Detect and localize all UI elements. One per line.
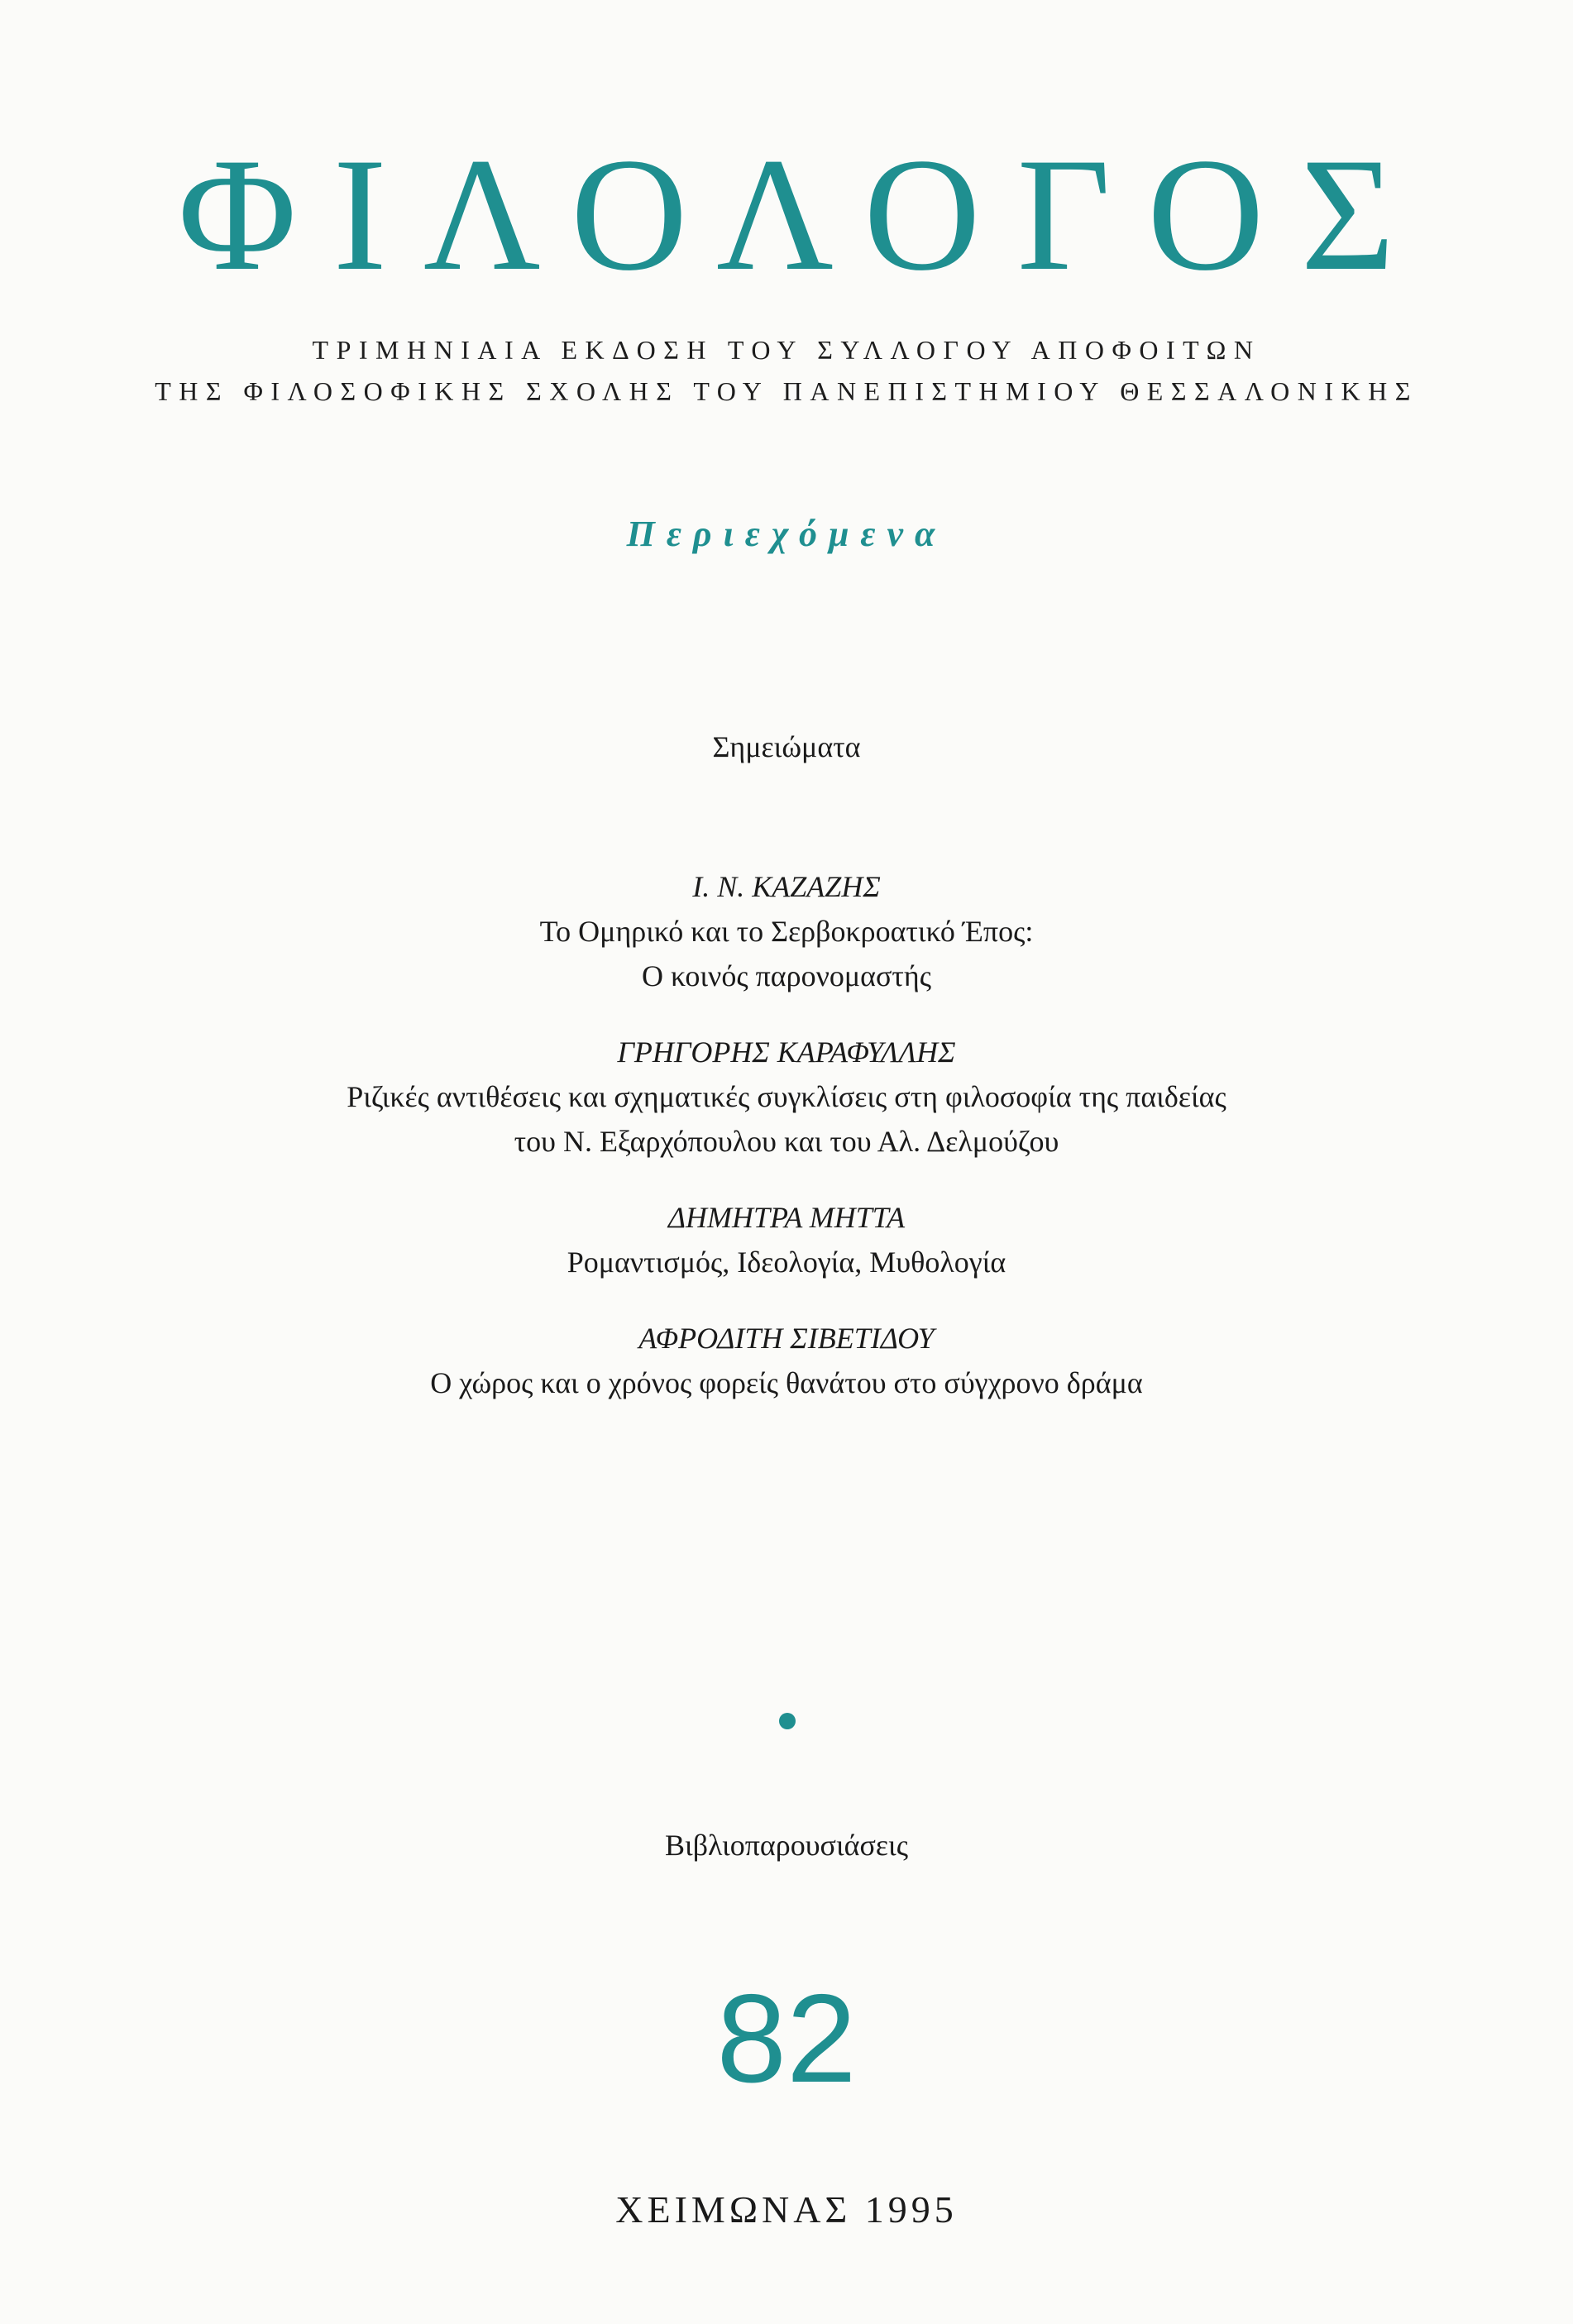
issue-season: ΧΕΙΜΩΝΑΣ 1995 [615,2188,958,2231]
publisher-line-2: ΤΗΣ ΦΙΛΟΣΟΦΙΚΗΣ ΣΧΟΛΗΣ ΤΟΥ ΠΑΝΕΠΙΣΤΗΜΙΟΥ ΘΕΣΣΑΛΟΝΙΚΗΣ [155,376,1418,406]
toc-title-line: του Ν. Εξαρχόπουλου και του Αλ. Δελμούζου [514,1125,1059,1158]
journal-title: ΦΙΛΟΛΟΓΟΣ [178,125,1432,304]
notes-section-label: Σημειώματα [712,730,861,763]
toc-title-line: Ο χώρος και ο χρόνος φορείς θανάτου στο σύγχρονο δράμα [430,1366,1143,1399]
toc-entry [0,864,1573,998]
toc-author: ΔΗΜΗΤΡΑ ΜΗΤΤΑ [667,1201,906,1234]
toc-title-line: Ριζικές αντιθέσεις και σχηματικές συγκλίσεις στη φιλοσοφία της παιδείας [347,1080,1226,1113]
toc-title-line: Ρομαντισμός, Ιδεολογία, Μυθολογία [567,1246,1006,1279]
bullet-dot-icon [779,1713,796,1729]
contents-heading: Περιεχόμενα [626,514,947,554]
toc-entry [0,1316,1573,1405]
toc-title-line: Το Ομηρικό και το Σερβοκροατικό Έπος: [539,915,1034,948]
toc-author: ΓΡΗΓΟΡΗΣ ΚΑΡΑΦΥΛΛΗΣ [617,1035,956,1069]
toc-entry [0,1030,1573,1164]
toc-author: ΑΦΡΟΔΙΤΗ ΣΙΒΕΤΙΔΟΥ [638,1322,935,1355]
reviews-section-label: Βιβλιοπαρουσιάσεις [665,1829,908,1862]
toc-author: Ι. Ν. ΚΑΖΑΖΗΣ [692,870,881,903]
issue-number: 82 [716,1968,857,2109]
toc-entry [0,1195,1573,1284]
toc-title-line: Ο κοινός παρονομαστής [642,959,931,992]
publisher-line-1: ΤΡΙΜΗΝΙΑΙΑ ΕΚΔΟΣΗ ΤΟΥ ΣΥΛΛΟΓΟΥ ΑΠΟΦΟΙΤΩΝ [312,335,1261,365]
table-of-contents [0,864,1573,1437]
